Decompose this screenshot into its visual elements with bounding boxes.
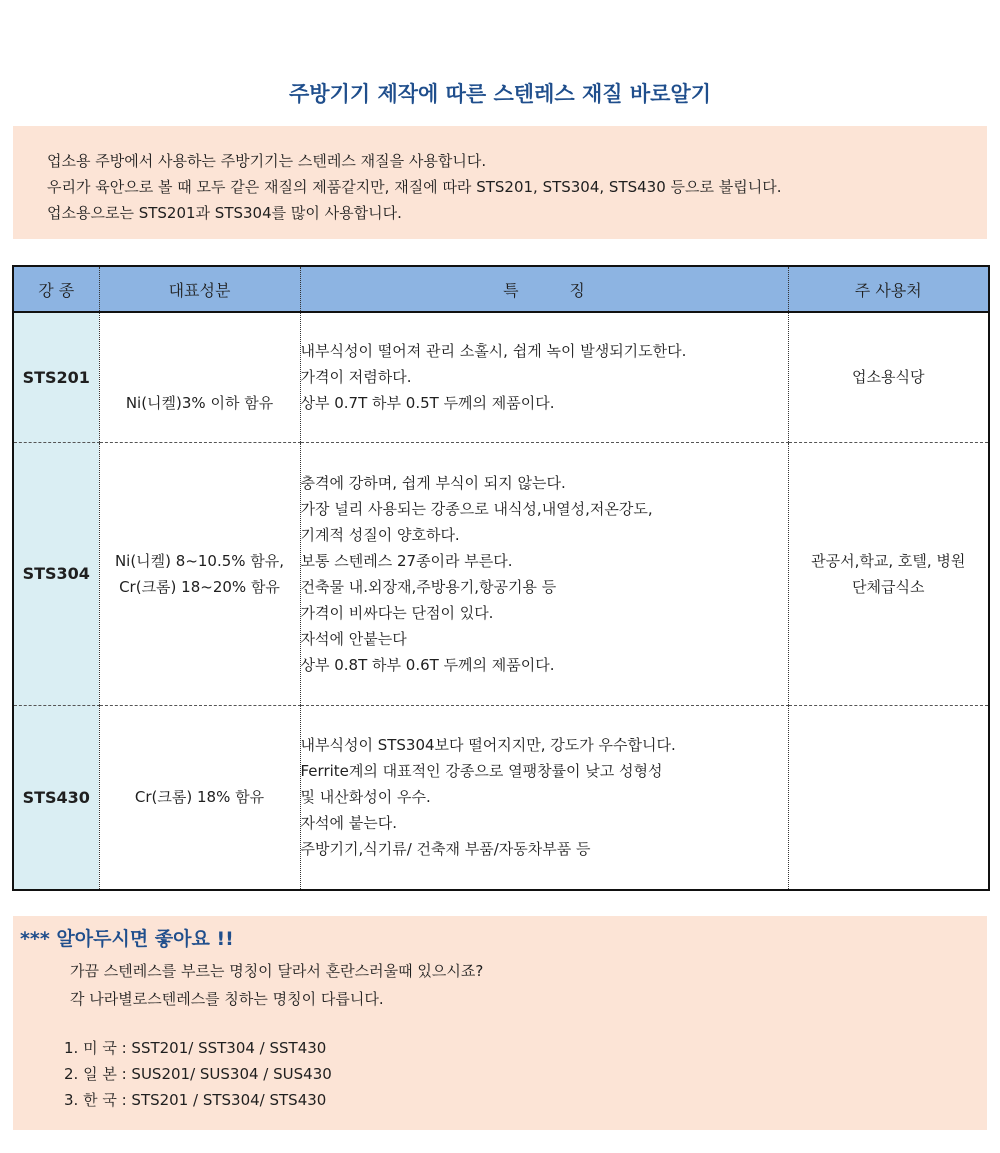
- table-row: [13, 442, 989, 705]
- feature-line: 가격이 저렴하다.: [300, 368, 412, 387]
- composition-line: Ni(니켈) 8~10.5% 함유,: [114, 551, 285, 570]
- features-cell: [300, 442, 788, 705]
- composition-line: Cr(크롬) 18~20% 함유: [119, 577, 280, 596]
- list-item: 1. 미 국 : SST201/ SST304 / SST430: [64, 1039, 327, 1057]
- composition-line: Ni(니켈)3% 이하 함유: [125, 393, 274, 412]
- feature-line: 자석에 붙는다.: [300, 814, 397, 833]
- header-features: 특 징: [300, 266, 788, 312]
- tip-text: [20, 957, 987, 1013]
- feature-line: 및 내산화성이 우수.: [300, 788, 431, 807]
- table-header-row: [13, 266, 989, 312]
- header-composition: 대표성분: [99, 266, 300, 312]
- grade-cell: STS304: [13, 442, 99, 705]
- tip-line: 각 나라별로스텐레스를 칭하는 명칭이 다릅니다.: [70, 990, 384, 1008]
- feature-line: 충격에 강하며, 쉽게 부식이 되지 않는다.: [300, 473, 566, 492]
- page-title: 주방기기 제작에 따른 스텐레스 재질 바로알기: [289, 82, 711, 106]
- grade-cell: STS201: [13, 312, 99, 442]
- usage-line: 관공서,학교, 호텔, 병원: [811, 551, 966, 570]
- list-item: 3. 한 국 : STS201 / STS304/ STS430: [64, 1091, 327, 1109]
- feature-line: 자석에 안붙는다: [300, 629, 407, 648]
- tip-heading: *** 알아두시면 좋아요 !!: [20, 928, 234, 950]
- usage-cell: [788, 705, 989, 890]
- feature-line: 상부 0.7T 하부 0.5T 두께의 제품이다.: [300, 394, 555, 413]
- composition-cell: [99, 442, 300, 705]
- composition-cell: [99, 705, 300, 890]
- usage-cell: [788, 442, 989, 705]
- table-row: [13, 312, 989, 442]
- features-cell: [300, 705, 788, 890]
- feature-line: 보통 스텐레스 27종이라 부른다.: [300, 551, 513, 570]
- feature-line: 가격이 비싸다는 단점이 있다.: [300, 603, 494, 622]
- features-cell: [300, 312, 788, 442]
- composition-cell: [99, 312, 300, 442]
- tip-box: [13, 916, 987, 1130]
- feature-line: 가장 널리 사용되는 강종으로 내식성,내열성,저온강도,: [300, 499, 653, 518]
- feature-line: Ferrite계의 대표적인 강종으로 열팽창률이 낮고 성형성: [300, 762, 663, 781]
- feature-line: 내부식성이 STS304보다 떨어지지만, 강도가 우수합니다.: [300, 736, 676, 755]
- feature-line: 상부 0.8T 하부 0.6T 두께의 제품이다.: [300, 655, 555, 674]
- feature-line: 건축물 내.외장재,주방용기,항공기용 등: [300, 577, 557, 596]
- intro-line: 업소용 주방에서 사용하는 주방기기는 스텐레스 재질을 사용합니다.: [47, 152, 487, 170]
- composition-line: Cr(크롬) 18% 함유: [134, 788, 265, 807]
- tip-line: 가끔 스텐레스를 부르는 명칭이 달라서 혼란스러울때 있으시죠?: [70, 962, 484, 980]
- grade-cell: STS430: [13, 705, 99, 890]
- list-item: 2. 일 본 : SUS201/ SUS304 / SUS430: [64, 1065, 332, 1083]
- feature-line: 기계적 성질이 양호하다.: [300, 525, 460, 544]
- header-grade: 강 종: [13, 266, 99, 312]
- feature-line: 내부식성이 떨어져 관리 소홀시, 쉽게 녹이 발생되기도한다.: [300, 342, 687, 361]
- spec-table: [12, 265, 990, 891]
- feature-line: 주방기기,식기류/ 건축재 부품/자동차부품 등: [300, 840, 591, 859]
- naming-list: [20, 1035, 987, 1113]
- usage-line: 단체급식소: [852, 577, 925, 596]
- intro-line: 업소용으로는 STS201과 STS304를 많이 사용합니다.: [47, 204, 402, 222]
- intro-line: 우리가 육안으로 볼 때 모두 같은 재질의 제품같지만, 재질에 따라 STS201, STS304, STS430 등으로 불립니다.: [47, 178, 782, 196]
- usage-cell: [788, 312, 989, 442]
- intro-box: [13, 126, 987, 239]
- usage-line: 업소용식당: [852, 368, 925, 387]
- table-row: [13, 705, 989, 890]
- header-usage: 주 사용처: [788, 266, 989, 312]
